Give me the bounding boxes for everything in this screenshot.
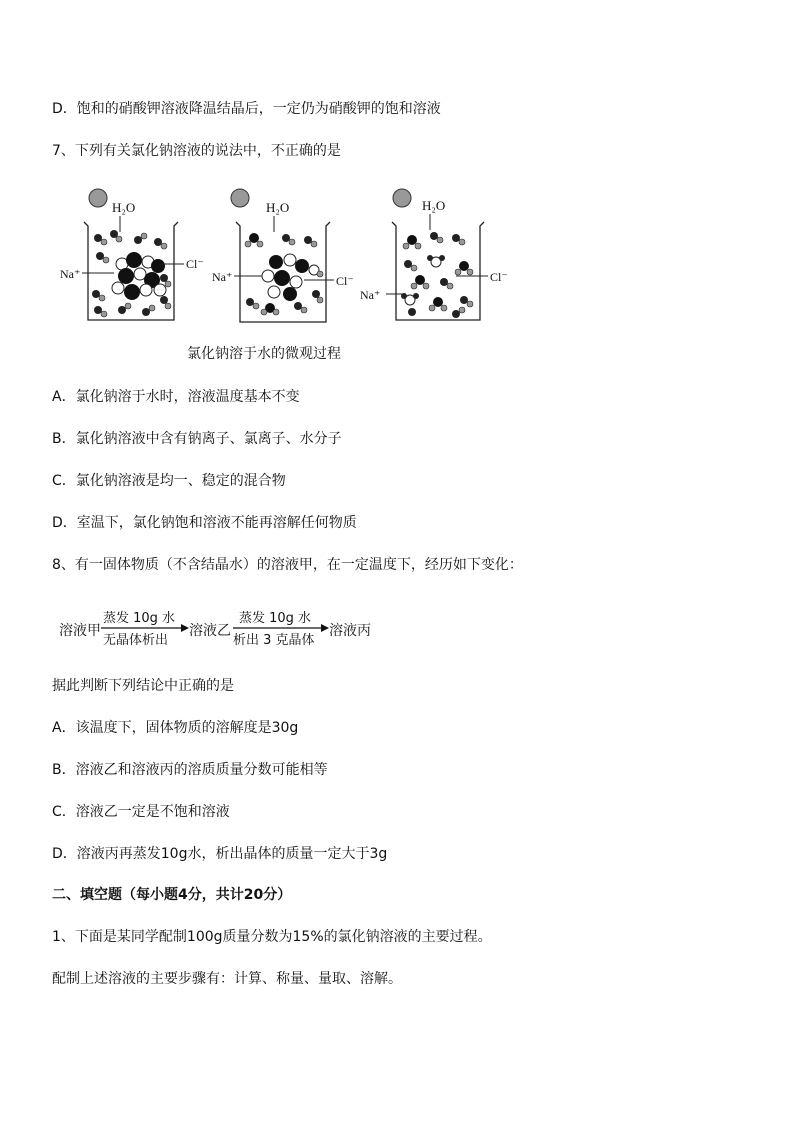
q6-option-d: D．饱和的硝酸钾溶液降温结晶后，一定仍为硝酸钾的饱和溶液 bbox=[52, 101, 441, 117]
q7-option-b: B．氯化钠溶液中含有钠离子、氯离子、水分子 bbox=[52, 431, 342, 447]
water-legend-icon bbox=[89, 189, 107, 207]
q7-option-c: C．氯化钠溶液是均一、稳定的混合物 bbox=[52, 473, 286, 489]
q8-option-a: A．该温度下，固体物质的溶解度是30g bbox=[52, 720, 299, 736]
q7-option-a: A．氯化钠溶于水时，溶液温度基本不变 bbox=[52, 389, 300, 405]
nacl-crystal bbox=[112, 252, 166, 300]
arrow-2-icon bbox=[321, 624, 329, 632]
fill-question-1-steps: 配制上述溶液的主要步骤有：计算、称量、量取、溶解。 bbox=[52, 971, 402, 987]
solution-jia: 溶液甲 bbox=[59, 623, 101, 639]
cl-ion-label: Cl⁻ bbox=[336, 274, 354, 288]
q8-option-b: B．溶液乙和溶液丙的溶质质量分数可能相等 bbox=[52, 762, 328, 778]
q8-option-c: C．溶液乙一定是不饱和溶液 bbox=[52, 804, 230, 820]
question-8: 8、有一固体物质（不含结晶水）的溶液甲，在一定温度下，经历如下变化： bbox=[52, 557, 523, 573]
solution-yi: 溶液乙 bbox=[189, 623, 231, 639]
solution-bing: 溶液丙 bbox=[329, 623, 371, 639]
beaker-2 bbox=[212, 189, 354, 322]
water-label: H₂O bbox=[266, 200, 290, 215]
water-legend-icon bbox=[231, 189, 249, 207]
figure-caption: 氯化钠溶于水的微观过程 bbox=[187, 346, 341, 362]
nacl-dissolving bbox=[262, 254, 309, 301]
evaporation-flow-diagram bbox=[55, 604, 395, 648]
na-ion-label: Na⁺ bbox=[60, 267, 81, 281]
step1-result: 无晶体析出 bbox=[103, 633, 169, 648]
water-label: H₂O bbox=[112, 200, 136, 215]
section-2-heading: 二、填空题（每小题4分，共计20分） bbox=[52, 887, 292, 903]
na-ion-label: Na⁺ bbox=[360, 288, 381, 302]
fill-question-1: 1、下面是某同学配制100g质量分数为15%的氯化钠溶液的主要过程。 bbox=[52, 929, 492, 945]
q8-option-d: D．溶液丙再蒸发10g水，析出晶体的质量一定大于3g bbox=[52, 846, 388, 862]
q7-option-d: D．室温下，氯化钠饱和溶液不能再溶解任何物质 bbox=[52, 515, 357, 531]
beaker-3 bbox=[360, 189, 508, 320]
water-label: H₂O bbox=[422, 198, 446, 213]
nacl-dissolution-figure bbox=[52, 182, 532, 332]
water-legend-icon bbox=[393, 189, 411, 207]
question-8-stem: 据此判断下列结论中正确的是 bbox=[52, 678, 234, 694]
hydrated-ions bbox=[401, 232, 473, 318]
na-ion-label: Na⁺ bbox=[212, 270, 233, 284]
cl-ion-label: Cl⁻ bbox=[490, 270, 508, 284]
beaker-1 bbox=[60, 189, 204, 320]
step1-condition: 蒸发 10g 水 bbox=[103, 611, 176, 626]
cl-ion-label: Cl⁻ bbox=[186, 257, 204, 271]
question-7: 7、下列有关氯化钠溶液的说法中，不正确的是 bbox=[52, 143, 341, 159]
step2-result: 析出 3 克晶体 bbox=[233, 633, 315, 648]
arrow-1-icon bbox=[181, 624, 189, 632]
step2-condition: 蒸发 10g 水 bbox=[239, 611, 312, 626]
